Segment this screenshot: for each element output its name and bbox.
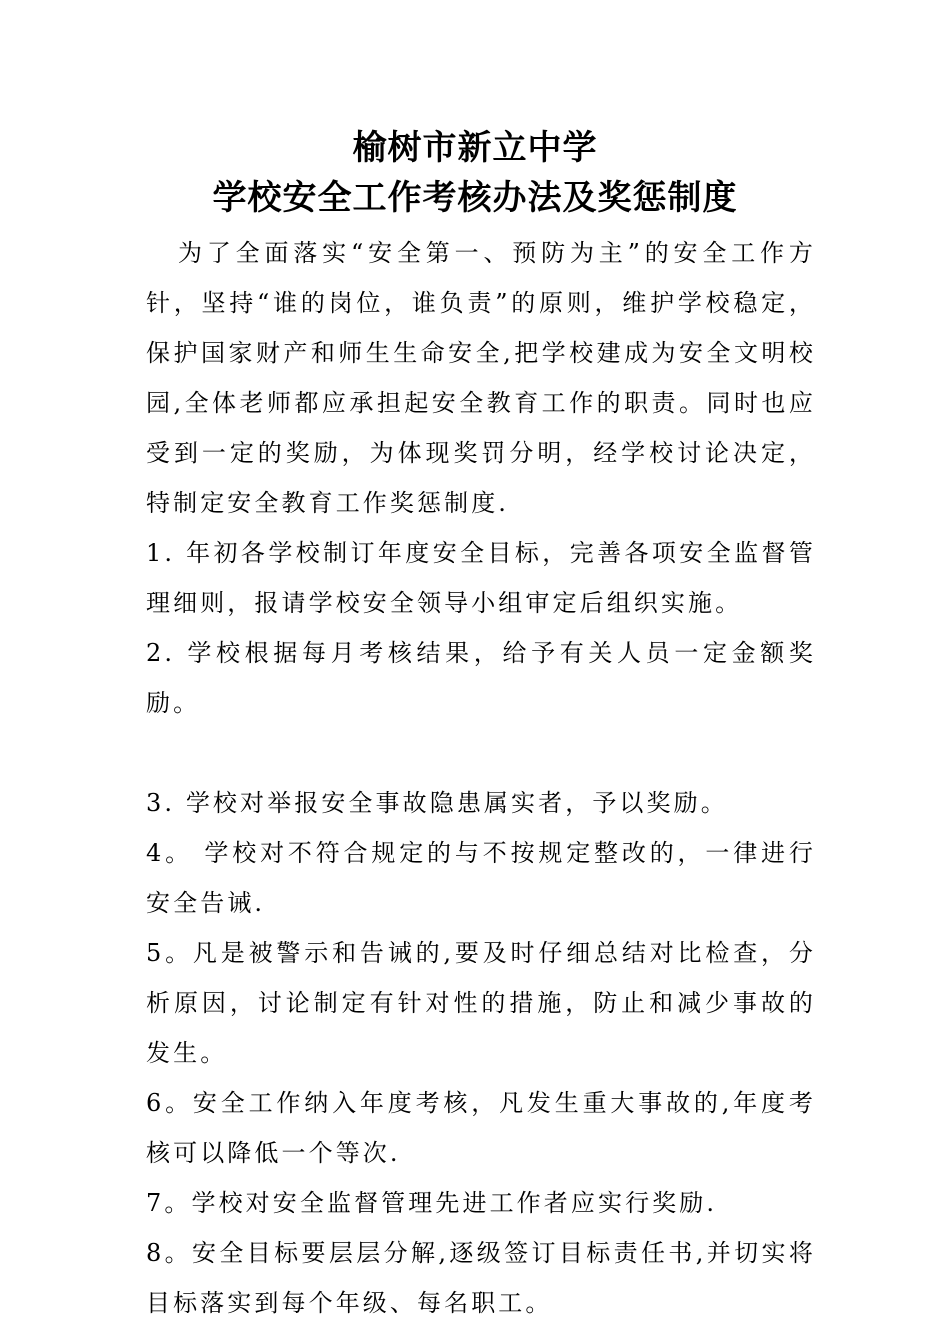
intro-paragraph: 为了全面落实“安全第一、预防为主”的安全工作方针，坚持“谁的岗位，谁负责”的原则，维护学校稳定，保护国家财产和师生生命安全,把学校建成为安全文明校园,全体老师都应承担起安全教育工作的职责。同时也应受到一定的奖励，为体现奖罚分明，经学校讨论决定，特制定安全教育工作奖惩制度. [146,239,816,517]
rule-item-5: 5。凡是被警示和告诫的,要及时仔细总结对比检查，分析原因，讨论制定有针对性的措施，防止和减少事故的发生。 [146,939,816,1067]
document-title-school: 榆树市新立中学 [352,128,598,168]
rule-item-2: 2. 学校根据每月考核结果，给予有关人员一定金额奖励。 [146,639,816,717]
rule-item-7: 7。学校对安全监督管理先进工作者应实行奖励. [146,1189,718,1217]
document-body [146,228,816,1328]
rule-item-3: 3. 学校对举报安全事故隐患属实者，予以奖励。 [146,789,728,817]
rule-item-4: 4。 学校对不符合规定的与不按规定整改的，一律进行安全告诫. [146,839,816,917]
rule-item-6: 6。安全工作纳入年度考核，凡发生重大事故的,年度考核可以降低一个等次. [146,1089,816,1167]
rule-item-1: 1. 年初各学校制订年度安全目标，完善各项安全监督管理细则，报请学校安全领导小组审定后组织实施。 [146,539,816,617]
blank-line [146,728,816,778]
document-title-policy: 学校安全工作考核办法及奖惩制度 [212,178,738,218]
rule-item-8: 8。安全目标要层层分解,逐级签订目标责任书,并切实将目标落实到每个年级、每名职工。 [146,1239,816,1317]
